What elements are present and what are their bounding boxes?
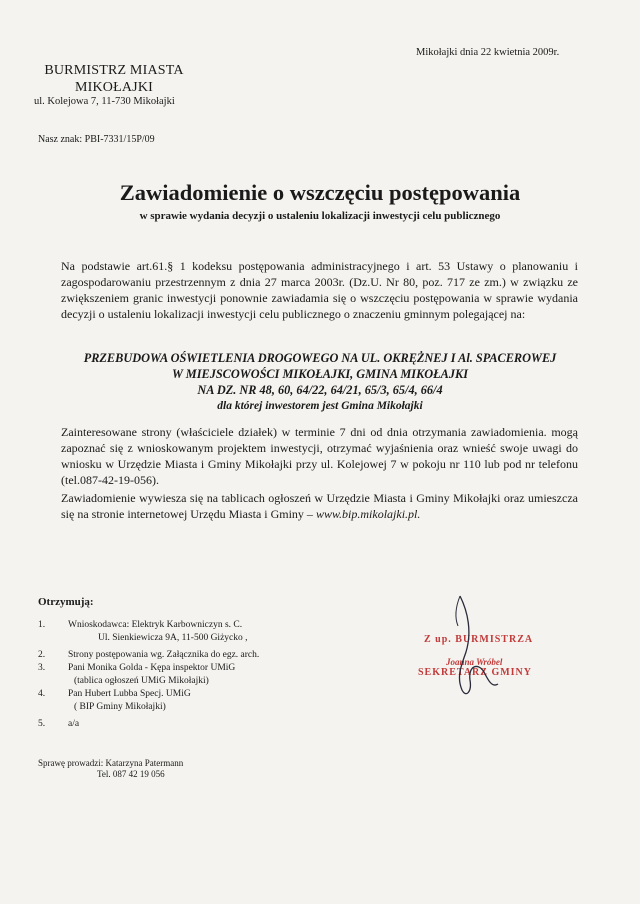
prepared-by-name: Sprawę prowadzi: Katarzyna Patermann [38,758,184,768]
handwritten-signature [438,592,518,702]
list-item-text: Pan Hubert Lubba Specj. UMiG [68,689,191,699]
paragraph-publication-text: Zawiadomienie wywiesza się na tablicach ogłoszeń w Urzędzie Miasta i Gminy Mikołajki oraz umieszcza się na stronie internetowej Urzędu Miasta i Gminy – [61,491,578,521]
paragraph-parties-info: Zainteresowane strony (właściciele działek) w terminie 7 dni od dnia otrzymania zawiadomienia. mogą zapoznać się z wnioskowanym projektem inwestycji, otrzymać wyjaśnienia oraz wnieść swoje uwagi do wniosku w Urzędzie Miasta i Gminy Mikołajki przy ul. Kolejowej 7 w pokoju nr 110 lub pod nr telefonu (tel.087-42-19-056). [61,425,578,487]
subject-line4: dla której inwestorem jest Gmina Mikołajki [217,400,423,412]
prepared-by-phone: Tel. 087 42 19 056 [97,769,165,779]
paragraph-legal-basis-text: Na podstawie art.61.§ 1 kodeksu postępowania administracyjnego i art. 53 Ustawy o planowaniu i zagospodarowaniu przestrzennym z dnia 27 marca 2003r. (Dz.U. Nr 80, poz. 717 ze zm.) w związku ze zwiększeniem granic inwestycji ponownie zawiadamia się o wszczęciu postępowania w sprawie wydania decyzji o ustaleniu lokalizacji inwestycji celu publicznego o znaczeniu gminnym polegającej na: [61,259,578,321]
recipients-list [38,619,368,731]
list-item [38,619,368,632]
sender-name-line2: MIKOŁAJKI [74,80,153,95]
list-item-number: 1. [38,620,46,630]
document-title: Zawiadomienie o wszczęciu postępowania [119,180,521,205]
list-item-text: a/a [68,719,80,729]
list-item [38,649,368,662]
list-item-number: 2. [38,650,46,660]
recipients-title: Otrzymują: [38,596,94,608]
stamp-line2: Joanna Wróbel [446,657,503,667]
sender-name-line1: BURMISTRZ MIASTA [44,63,184,78]
list-item-number: 5. [38,719,46,729]
subject-line3: NA DZ. NR 48, 60, 64/22, 64/21, 65/3, 65/4, 66/4 [197,383,443,397]
list-item-subtext: (tablica ogłoszeń UMiG Mikołajki) [74,676,209,686]
list-item-subtext: Ul. Sienkiewicza 9A, 11-500 Giżycko , [98,633,248,643]
sender-address: ul. Kolejowa 7, 11-730 Mikołajki [34,96,175,107]
list-item [38,688,368,701]
list-item-number: 4. [38,689,46,699]
investment-subject [40,350,600,414]
list-item [38,662,368,675]
sender-name [34,62,194,96]
list-item-text: Strony postępowania wg. Załącznika do egz. arch. [68,650,260,660]
paragraph-legal-basis [61,258,578,322]
reference-number: Nasz znak: PBI-7331/15P/09 [38,134,155,145]
list-item-number: 3. [38,663,46,673]
stamp-line1: Z up. BURMISTRZA [424,634,534,645]
prepared-by [38,758,183,780]
subject-line2: W MIEJSCOWOŚCI MIKOŁAJKI, GMINA MIKOŁAJKI [171,367,469,381]
paragraph-publication [61,490,578,522]
document-date: Mikołajki dnia 22 kwietnia 2009r. [416,47,560,58]
list-item-subtext: ( BIP Gminy Mikołajki) [74,702,166,712]
list-item-text: Wnioskodawca: Elektryk Karbowniczyn s. C. [68,620,243,630]
bip-link[interactable]: www.bip.mikolajki.pl. [315,507,421,521]
stamp-line3: SEKRETARZ GMINY [418,667,532,678]
list-item-text: Pani Monika Golda - Kępa inspektor UMiG [68,663,236,673]
list-item [38,718,368,731]
subject-line1: PRZEBUDOWA OŚWIETLENIA DROGOWEGO NA UL. OKRĘŻNEJ I Al. SPACEROWEJ [83,351,557,365]
document-subtitle: w sprawie wydania decyzji o ustaleniu lokalizacji inwestycji celu publicznego [139,210,501,222]
